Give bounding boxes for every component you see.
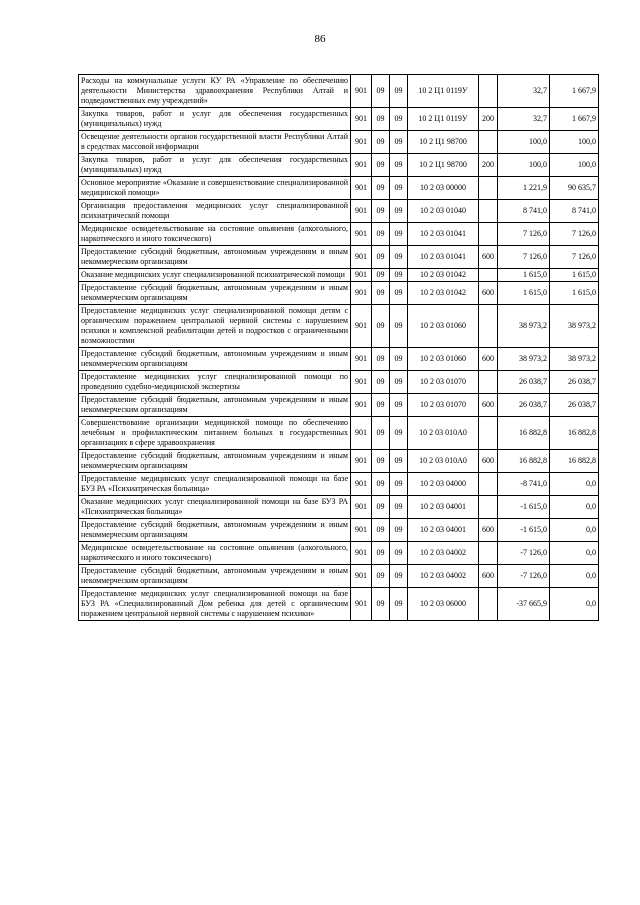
row-section-code: 09 <box>372 588 390 621</box>
row-amount-2: 38 973,2 <box>550 348 599 371</box>
row-section-code: 09 <box>372 177 390 200</box>
row-amount-2: 26 038,7 <box>550 394 599 417</box>
row-target-article: 10 2 03 04002 <box>408 542 479 565</box>
row-amount-1: 32,7 <box>498 108 550 131</box>
row-section-code: 09 <box>372 154 390 177</box>
row-ministry-code: 901 <box>351 450 372 473</box>
row-expense-type <box>479 473 498 496</box>
row-subsection-code: 09 <box>390 177 408 200</box>
table-row <box>79 246 599 269</box>
row-section-code: 09 <box>372 417 390 450</box>
row-subsection-code: 09 <box>390 282 408 305</box>
row-expense-type: 600 <box>479 282 498 305</box>
row-subsection-code: 09 <box>390 154 408 177</box>
table-row <box>79 108 599 131</box>
row-name: Медицинское освидетельствование на состояние опьянения (алкогольного, наркотического и иного токсического) <box>79 223 351 246</box>
row-target-article: 10 2 03 01070 <box>408 394 479 417</box>
budget-table-body <box>79 75 599 621</box>
row-target-article: 10 2 03 04002 <box>408 565 479 588</box>
row-expense-type: 200 <box>479 108 498 131</box>
row-name: Оказание медицинских услуг специализированной психиатрической помощи <box>79 269 351 282</box>
row-amount-2: 1 667,9 <box>550 75 599 108</box>
row-subsection-code: 09 <box>390 269 408 282</box>
table-row <box>79 450 599 473</box>
row-expense-type <box>479 305 498 348</box>
row-amount-2: 1 667,9 <box>550 108 599 131</box>
row-subsection-code: 09 <box>390 75 408 108</box>
row-expense-type: 600 <box>479 246 498 269</box>
row-target-article: 10 2 03 06000 <box>408 588 479 621</box>
row-target-article: 10 2 03 01040 <box>408 200 479 223</box>
table-row <box>79 417 599 450</box>
table-row <box>79 131 599 154</box>
table-row <box>79 75 599 108</box>
row-subsection-code: 09 <box>390 371 408 394</box>
row-target-article: 10 2 03 010А0 <box>408 417 479 450</box>
row-name: Предоставление медицинских услуг специализированной помощи на базе БУЗ РА «Психиатрическая больница» <box>79 473 351 496</box>
row-amount-2: 7 126,0 <box>550 223 599 246</box>
row-ministry-code: 901 <box>351 473 372 496</box>
row-amount-2: 1 615,0 <box>550 282 599 305</box>
row-subsection-code: 09 <box>390 200 408 223</box>
row-target-article: 10 2 03 04001 <box>408 519 479 542</box>
row-amount-1: 38 973,2 <box>498 348 550 371</box>
row-name: Предоставление субсидий бюджетным, автономным учреждениям и иным некоммерческим организациям <box>79 519 351 542</box>
row-target-article: 10 2 03 010А0 <box>408 450 479 473</box>
row-ministry-code: 901 <box>351 154 372 177</box>
row-target-article: 10 2 03 01070 <box>408 371 479 394</box>
table-row <box>79 348 599 371</box>
row-target-article: 10 2 03 00000 <box>408 177 479 200</box>
row-amount-1: 16 882,8 <box>498 417 550 450</box>
row-section-code: 09 <box>372 108 390 131</box>
row-expense-type <box>479 75 498 108</box>
row-amount-1: 1 615,0 <box>498 282 550 305</box>
row-amount-1: -1 615,0 <box>498 496 550 519</box>
row-target-article: 10 2 03 01060 <box>408 305 479 348</box>
row-target-article: 10 2 Ц1 0119У <box>408 108 479 131</box>
row-name: Предоставление субсидий бюджетным, автономным учреждениям и иным некоммерческим организациям <box>79 394 351 417</box>
table-row <box>79 565 599 588</box>
row-expense-type <box>479 588 498 621</box>
page-number: 86 <box>314 33 326 45</box>
row-target-article: 10 2 03 01042 <box>408 282 479 305</box>
row-ministry-code: 901 <box>351 394 372 417</box>
row-section-code: 09 <box>372 223 390 246</box>
row-section-code: 09 <box>372 371 390 394</box>
row-amount-1: 16 882,8 <box>498 450 550 473</box>
row-section-code: 09 <box>372 75 390 108</box>
row-amount-1: 26 038,7 <box>498 371 550 394</box>
row-name: Предоставление медицинских услуг специализированной помощи детям с органическим поражением центральной нервной системы с нарушением психики и комплексной реабилитации детей и подростков с ограниченными возможностями <box>79 305 351 348</box>
row-amount-1: 7 126,0 <box>498 223 550 246</box>
row-subsection-code: 09 <box>390 305 408 348</box>
row-amount-2: 16 882,8 <box>550 417 599 450</box>
table-row <box>79 305 599 348</box>
row-subsection-code: 09 <box>390 131 408 154</box>
row-name: Предоставление субсидий бюджетным, автономным учреждениям и иным некоммерческим организациям <box>79 246 351 269</box>
row-ministry-code: 901 <box>351 177 372 200</box>
row-expense-type: 600 <box>479 394 498 417</box>
row-section-code: 09 <box>372 200 390 223</box>
row-amount-2: 1 615,0 <box>550 269 599 282</box>
row-expense-type <box>479 542 498 565</box>
row-subsection-code: 09 <box>390 108 408 131</box>
row-subsection-code: 09 <box>390 348 408 371</box>
row-expense-type: 200 <box>479 154 498 177</box>
row-subsection-code: 09 <box>390 450 408 473</box>
row-section-code: 09 <box>372 450 390 473</box>
row-target-article: 10 2 03 01060 <box>408 348 479 371</box>
table-row <box>79 496 599 519</box>
row-ministry-code: 901 <box>351 131 372 154</box>
row-ministry-code: 901 <box>351 519 372 542</box>
row-target-article: 10 2 03 04000 <box>408 473 479 496</box>
row-expense-type <box>479 223 498 246</box>
row-ministry-code: 901 <box>351 269 372 282</box>
row-amount-2: 0,0 <box>550 542 599 565</box>
table-row <box>79 588 599 621</box>
row-name: Закупка товаров, работ и услуг для обеспечения государственных (муниципальных) нужд <box>79 108 351 131</box>
row-ministry-code: 901 <box>351 200 372 223</box>
table-row <box>79 394 599 417</box>
table-row <box>79 519 599 542</box>
row-target-article: 10 2 03 04001 <box>408 496 479 519</box>
row-expense-type: 600 <box>479 450 498 473</box>
row-subsection-code: 09 <box>390 417 408 450</box>
table-row <box>79 371 599 394</box>
row-target-article: 10 2 Ц1 98700 <box>408 131 479 154</box>
row-name: Организация предоставления медицинских услуг специализированной психиатрической помощи <box>79 200 351 223</box>
row-section-code: 09 <box>372 246 390 269</box>
row-amount-1: 1 615,0 <box>498 269 550 282</box>
row-name: Совершенствование организации медицинской помощи по обеспечению лечебным и профилактическим питанием больных в государственных организациях в сфере здравоохранения <box>79 417 351 450</box>
row-name: Предоставление медицинских услуг специализированной помощи по проведению судебно-медицинской экспертизы <box>79 371 351 394</box>
table-row <box>79 177 599 200</box>
row-name: Предоставление субсидий бюджетным, автономным учреждениям и иным некоммерческим организациям <box>79 565 351 588</box>
row-amount-1: 8 741,0 <box>498 200 550 223</box>
row-amount-2: 100,0 <box>550 131 599 154</box>
row-amount-2: 26 038,7 <box>550 371 599 394</box>
table-row <box>79 542 599 565</box>
row-amount-2: 90 635,7 <box>550 177 599 200</box>
row-name: Расходы на коммунальные услуги КУ РА «Управление по обеспечению деятельности Министерства здравоохранения Республики Алтай и подведомственных ему учреждений» <box>79 75 351 108</box>
row-name: Основное мероприятие «Оказание и совершенствование специализированной медицинской помощи» <box>79 177 351 200</box>
row-name: Предоставление субсидий бюджетным, автономным учреждениям и иным некоммерческим организациям <box>79 282 351 305</box>
row-amount-1: 100,0 <box>498 131 550 154</box>
row-ministry-code: 901 <box>351 496 372 519</box>
table-row <box>79 282 599 305</box>
row-ministry-code: 901 <box>351 542 372 565</box>
row-name: Предоставление медицинских услуг специализированной помощи на базе БУЗ РА «Специализированный Дом ребенка для детей с органическим поражением центральной нервной системы с нарушением психики» <box>79 588 351 621</box>
row-ministry-code: 901 <box>351 371 372 394</box>
row-expense-type: 600 <box>479 348 498 371</box>
row-subsection-code: 09 <box>390 246 408 269</box>
row-amount-2: 0,0 <box>550 519 599 542</box>
row-amount-1: 32,7 <box>498 75 550 108</box>
row-expense-type <box>479 200 498 223</box>
row-expense-type <box>479 269 498 282</box>
table-row <box>79 200 599 223</box>
row-amount-2: 38 973,2 <box>550 305 599 348</box>
row-name: Освещение деятельности органов государственной власти Республики Алтай в средствах массовой информации <box>79 131 351 154</box>
table-row <box>79 223 599 246</box>
table-row <box>79 269 599 282</box>
row-amount-1: -37 665,9 <box>498 588 550 621</box>
row-amount-2: 0,0 <box>550 473 599 496</box>
row-section-code: 09 <box>372 496 390 519</box>
row-amount-1: 38 973,2 <box>498 305 550 348</box>
row-name: Предоставление субсидий бюджетным, автономным учреждениям и иным некоммерческим организациям <box>79 348 351 371</box>
row-amount-1: -1 615,0 <box>498 519 550 542</box>
row-section-code: 09 <box>372 348 390 371</box>
row-ministry-code: 901 <box>351 75 372 108</box>
row-amount-1: 26 038,7 <box>498 394 550 417</box>
row-section-code: 09 <box>372 394 390 417</box>
row-expense-type: 600 <box>479 565 498 588</box>
row-expense-type <box>479 496 498 519</box>
row-amount-2: 0,0 <box>550 496 599 519</box>
row-name: Закупка товаров, работ и услуг для обеспечения государственных (муниципальных) нужд <box>79 154 351 177</box>
row-expense-type: 600 <box>479 519 498 542</box>
row-name: Предоставление субсидий бюджетным, автономным учреждениям и иным некоммерческим организациям <box>79 450 351 473</box>
row-name: Медицинское освидетельствование на состояние опьянения (алкогольного, наркотического и иного токсического) <box>79 542 351 565</box>
row-name: Оказание медицинских услуг специализированной помощи на базе БУЗ РА «Психиатрическая больница» <box>79 496 351 519</box>
row-amount-1: 100,0 <box>498 154 550 177</box>
row-ministry-code: 901 <box>351 565 372 588</box>
row-subsection-code: 09 <box>390 588 408 621</box>
table-row <box>79 154 599 177</box>
row-ministry-code: 901 <box>351 305 372 348</box>
row-subsection-code: 09 <box>390 565 408 588</box>
row-section-code: 09 <box>372 519 390 542</box>
row-target-article: 10 2 03 01042 <box>408 269 479 282</box>
row-amount-1: -7 126,0 <box>498 565 550 588</box>
row-section-code: 09 <box>372 131 390 154</box>
row-amount-2: 7 126,0 <box>550 246 599 269</box>
row-ministry-code: 901 <box>351 108 372 131</box>
row-amount-2: 16 882,8 <box>550 450 599 473</box>
row-section-code: 09 <box>372 269 390 282</box>
row-ministry-code: 901 <box>351 223 372 246</box>
row-amount-1: -8 741,0 <box>498 473 550 496</box>
row-section-code: 09 <box>372 473 390 496</box>
row-expense-type <box>479 371 498 394</box>
row-subsection-code: 09 <box>390 496 408 519</box>
row-expense-type <box>479 177 498 200</box>
row-ministry-code: 901 <box>351 282 372 305</box>
row-subsection-code: 09 <box>390 394 408 417</box>
row-ministry-code: 901 <box>351 348 372 371</box>
row-amount-1: -7 126,0 <box>498 542 550 565</box>
row-expense-type <box>479 131 498 154</box>
row-target-article: 10 2 Ц1 98700 <box>408 154 479 177</box>
budget-table <box>78 74 599 621</box>
row-subsection-code: 09 <box>390 542 408 565</box>
row-amount-2: 0,0 <box>550 588 599 621</box>
row-subsection-code: 09 <box>390 473 408 496</box>
table-row <box>79 473 599 496</box>
row-target-article: 10 2 Ц1 0119У <box>408 75 479 108</box>
row-amount-1: 7 126,0 <box>498 246 550 269</box>
row-section-code: 09 <box>372 282 390 305</box>
row-section-code: 09 <box>372 542 390 565</box>
row-subsection-code: 09 <box>390 223 408 246</box>
row-amount-1: 1 221,9 <box>498 177 550 200</box>
row-ministry-code: 901 <box>351 588 372 621</box>
row-amount-2: 0,0 <box>550 565 599 588</box>
row-ministry-code: 901 <box>351 417 372 450</box>
row-section-code: 09 <box>372 565 390 588</box>
row-section-code: 09 <box>372 305 390 348</box>
row-target-article: 10 2 03 01041 <box>408 246 479 269</box>
row-target-article: 10 2 03 01041 <box>408 223 479 246</box>
row-expense-type <box>479 417 498 450</box>
row-amount-2: 100,0 <box>550 154 599 177</box>
row-amount-2: 8 741,0 <box>550 200 599 223</box>
row-subsection-code: 09 <box>390 519 408 542</box>
row-ministry-code: 901 <box>351 246 372 269</box>
